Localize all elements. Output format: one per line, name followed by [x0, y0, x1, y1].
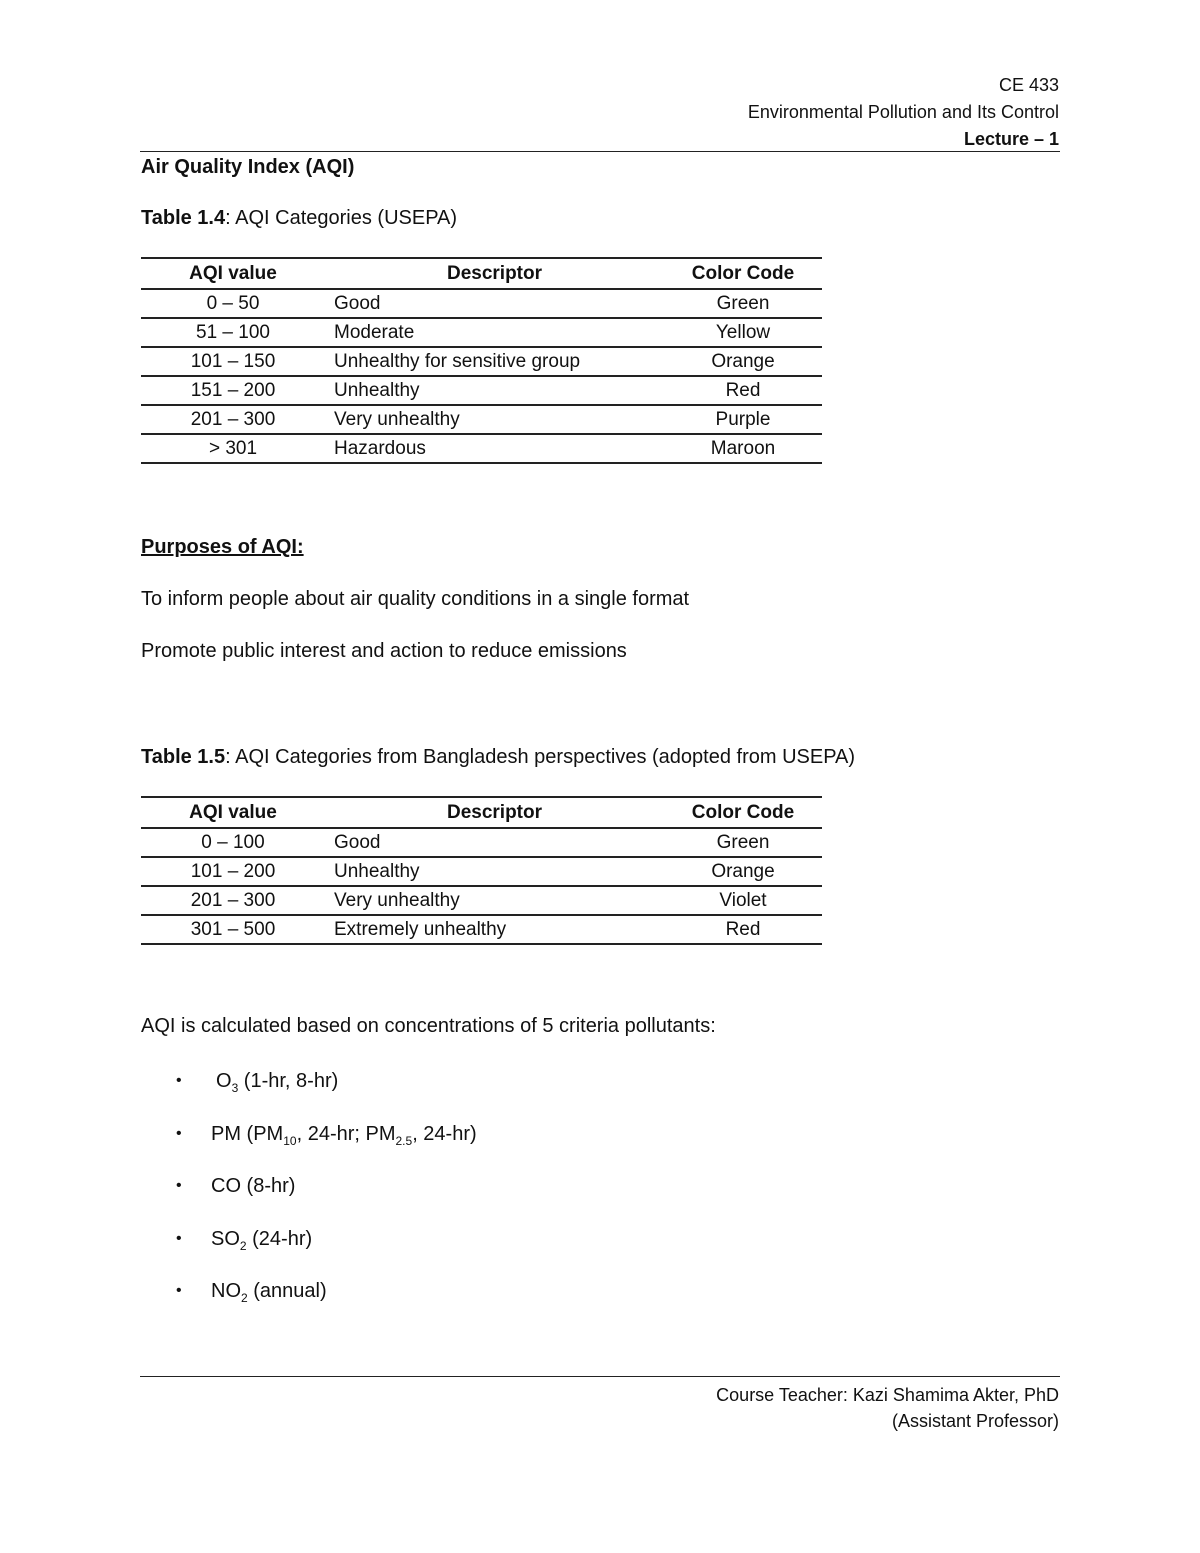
aqi-range-cell: 201 – 300	[141, 405, 325, 434]
course-title: Environmental Pollution and Its Control	[747, 102, 1059, 122]
descriptor-cell: Unhealthy	[325, 376, 664, 405]
aqi-range-cell: 0 – 100	[141, 828, 325, 857]
table-row	[141, 886, 822, 915]
descriptor-cell: Moderate	[325, 318, 664, 347]
color-code-cell: Maroon	[664, 434, 822, 463]
descriptor-cell: Very unhealthy	[325, 405, 664, 434]
list-item	[176, 1224, 477, 1277]
descriptor-cell: Good	[325, 828, 664, 857]
color-code-cell: Orange	[664, 857, 822, 886]
bullet-icon: •	[176, 1124, 182, 1142]
section-title: Air Quality Index (AQI)	[141, 156, 355, 178]
pollutant-co: CO (8-hr)	[211, 1175, 296, 1197]
table-header-row	[141, 258, 822, 289]
table-row	[141, 405, 822, 434]
aqi-range-cell: > 301	[141, 434, 325, 463]
footer-divider	[140, 1376, 1060, 1377]
table-row	[141, 376, 822, 405]
page-footer	[716, 1382, 1059, 1434]
table-2-caption	[141, 746, 855, 769]
pollutants-intro: AQI is calculated based on concentrations of 5 criteria pollutants:	[141, 1015, 716, 1037]
descriptor-cell: Hazardous	[325, 434, 664, 463]
bullet-icon: •	[176, 1072, 182, 1089]
page-header	[748, 72, 1059, 153]
table-row	[141, 828, 822, 857]
aqi-range-cell: 101 – 200	[141, 857, 325, 886]
descriptor-cell: Unhealthy	[325, 857, 664, 886]
descriptor-cell: Extremely unhealthy	[325, 915, 664, 944]
table-row	[141, 347, 822, 376]
list-item	[176, 1119, 477, 1172]
table-row	[141, 857, 822, 886]
color-code-cell: Yellow	[664, 318, 822, 347]
table-row	[141, 915, 822, 944]
purpose-item: Promote public interest and action to reduce emissions	[141, 640, 627, 662]
table-row	[141, 318, 822, 347]
pollutant-pm: PM ($PM_{10}$, 24-hr; $PM_{2.5}$, 24-hr)	[211, 1122, 477, 1148]
table-row	[141, 434, 822, 463]
table-row	[141, 289, 822, 318]
bullet-icon: •	[176, 1229, 182, 1247]
aqi-table-usepa	[141, 257, 822, 464]
color-code-cell: Red	[664, 915, 822, 944]
lecture-number: Lecture – 1	[963, 129, 1059, 149]
aqi-table-bangladesh	[141, 796, 822, 945]
column-header: Color Code	[664, 797, 822, 828]
table-header-row	[141, 797, 822, 828]
list-item	[176, 1171, 477, 1224]
column-header: Descriptor	[325, 797, 664, 828]
course-code: CE 433	[998, 75, 1059, 95]
column-header: AQI value	[141, 258, 325, 289]
bullet-icon: •	[176, 1177, 182, 1194]
color-code-cell: Red	[664, 376, 822, 405]
header-divider	[140, 151, 1060, 152]
table-2-caption-text: : AQI Categories from Bangladesh perspectives (adopted from USEPA)	[225, 746, 856, 768]
descriptor-cell: Unhealthy for sensitive group	[325, 347, 664, 376]
list-item	[176, 1066, 477, 1119]
aqi-range-cell: 101 – 150	[141, 347, 325, 376]
aqi-range-cell: 51 – 100	[141, 318, 325, 347]
color-code-cell: Orange	[664, 347, 822, 376]
pollutant-so2: $SO_2$ (24-hr)	[211, 1227, 313, 1253]
aqi-range-cell: 301 – 500	[141, 915, 325, 944]
color-code-cell: Purple	[664, 405, 822, 434]
aqi-range-cell: 0 – 50	[141, 289, 325, 318]
pollutant-list	[176, 1066, 477, 1329]
course-teacher: Course Teacher: Kazi Shamima Akter, PhD	[716, 1385, 1059, 1405]
pollutant-o3: $O_3$ (1-hr, 8-hr)	[216, 1070, 339, 1095]
descriptor-cell: Very unhealthy	[325, 886, 664, 915]
list-item	[176, 1276, 477, 1329]
table-1-label: Table 1.4	[141, 207, 226, 229]
column-header: Color Code	[664, 258, 822, 289]
purposes-heading: Purposes of AQI:	[141, 536, 304, 558]
teacher-position: (Assistant Professor)	[891, 1411, 1059, 1431]
color-code-cell: Green	[664, 289, 822, 318]
bullet-icon: •	[176, 1282, 182, 1299]
pollutant-no2: $NO_2$ (annual)	[211, 1280, 327, 1305]
color-code-cell: Violet	[664, 886, 822, 915]
purpose-item: To inform people about air quality conditions in a single format	[141, 588, 690, 610]
table-1-caption	[141, 207, 457, 230]
column-header: AQI value	[141, 797, 325, 828]
color-code-cell: Green	[664, 828, 822, 857]
descriptor-cell: Good	[325, 289, 664, 318]
table-2-label: Table 1.5	[141, 746, 226, 768]
column-header: Descriptor	[325, 258, 664, 289]
aqi-range-cell: 201 – 300	[141, 886, 325, 915]
table-1-caption-text: : AQI Categories (USEPA)	[225, 207, 458, 229]
aqi-range-cell: 151 – 200	[141, 376, 325, 405]
